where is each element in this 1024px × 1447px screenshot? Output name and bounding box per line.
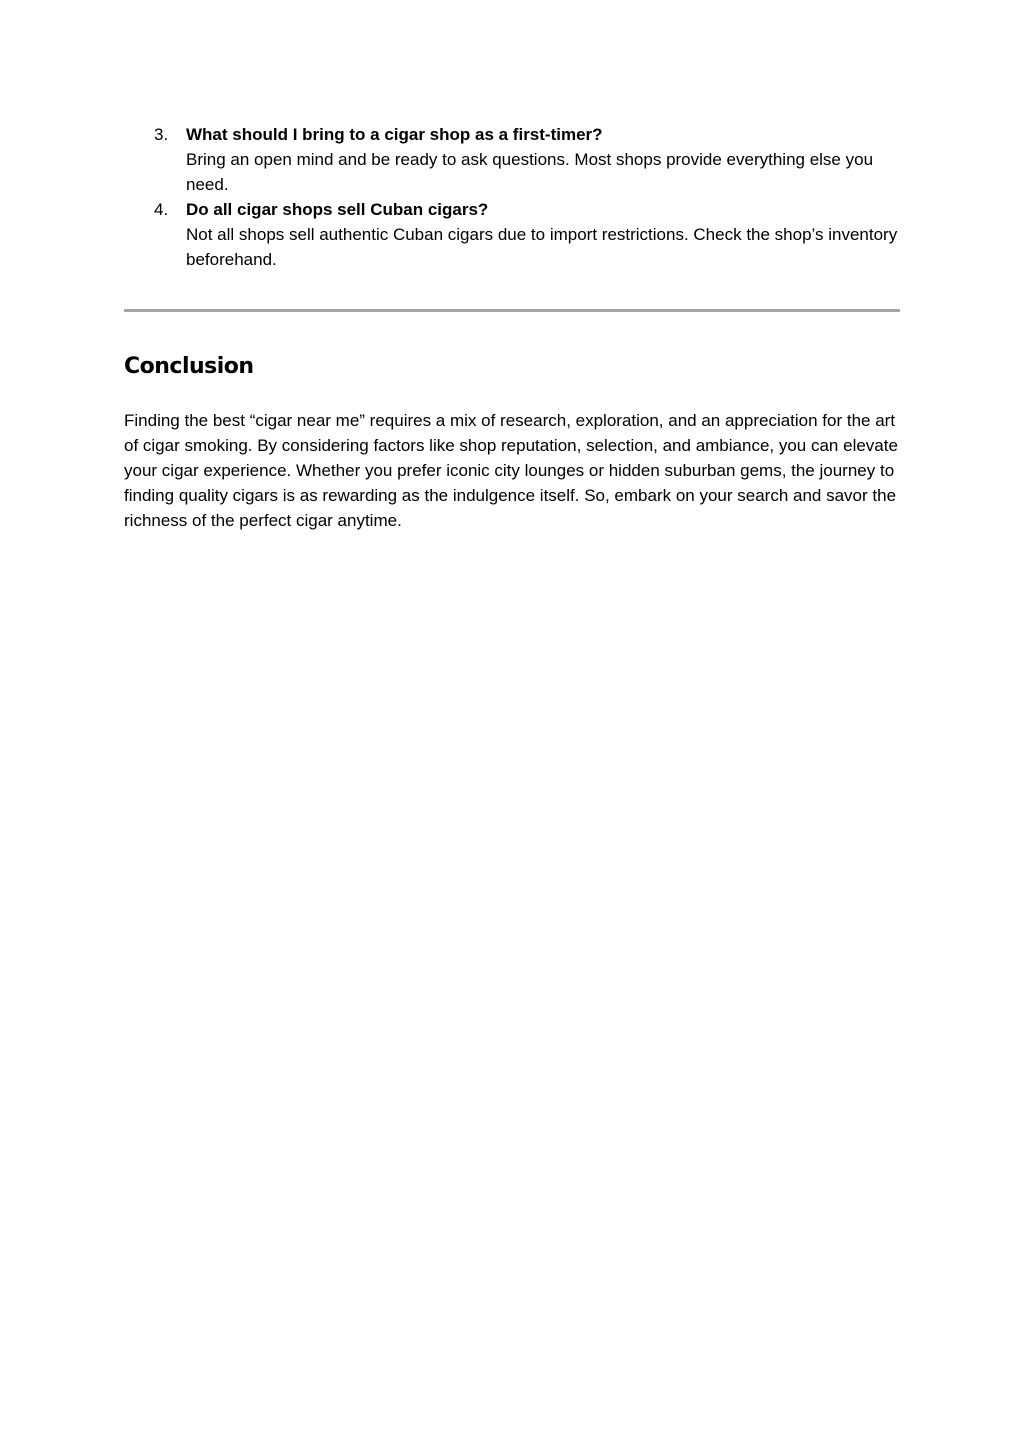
faq-item-number: 4. (154, 200, 169, 219)
faq-item (124, 197, 904, 272)
conclusion-heading: Conclusion (124, 354, 254, 379)
faq-question: Do all cigar shops sell Cuban cigars? (186, 200, 489, 219)
faq-item-number: 3. (154, 125, 169, 144)
conclusion-paragraph: Finding the best “cigar near me” requires a mix of research, exploration, and an appreciation for the art of cigar smoking. By considering factors like shop reputation, selection, and ambiance, you can elevate your cigar experience. Whether you prefer iconic city lounges or hidden suburban gems, the journey to finding quality cigars is as rewarding as the indulgence itself. So, embark on your search and savor the richness of the perfect cigar anytime. (124, 411, 898, 530)
faq-answer: Bring an open mind and be ready to ask questions. Most shops provide everything else you need. (186, 150, 874, 194)
faq-list (124, 122, 904, 272)
faq-answer: Not all shops sell authentic Cuban cigars due to import restrictions. Check the shop’s inventory beforehand. (186, 225, 898, 269)
faq-question: What should I bring to a cigar shop as a first-timer? (186, 125, 603, 144)
faq-item (124, 122, 904, 197)
section-divider (124, 309, 900, 312)
